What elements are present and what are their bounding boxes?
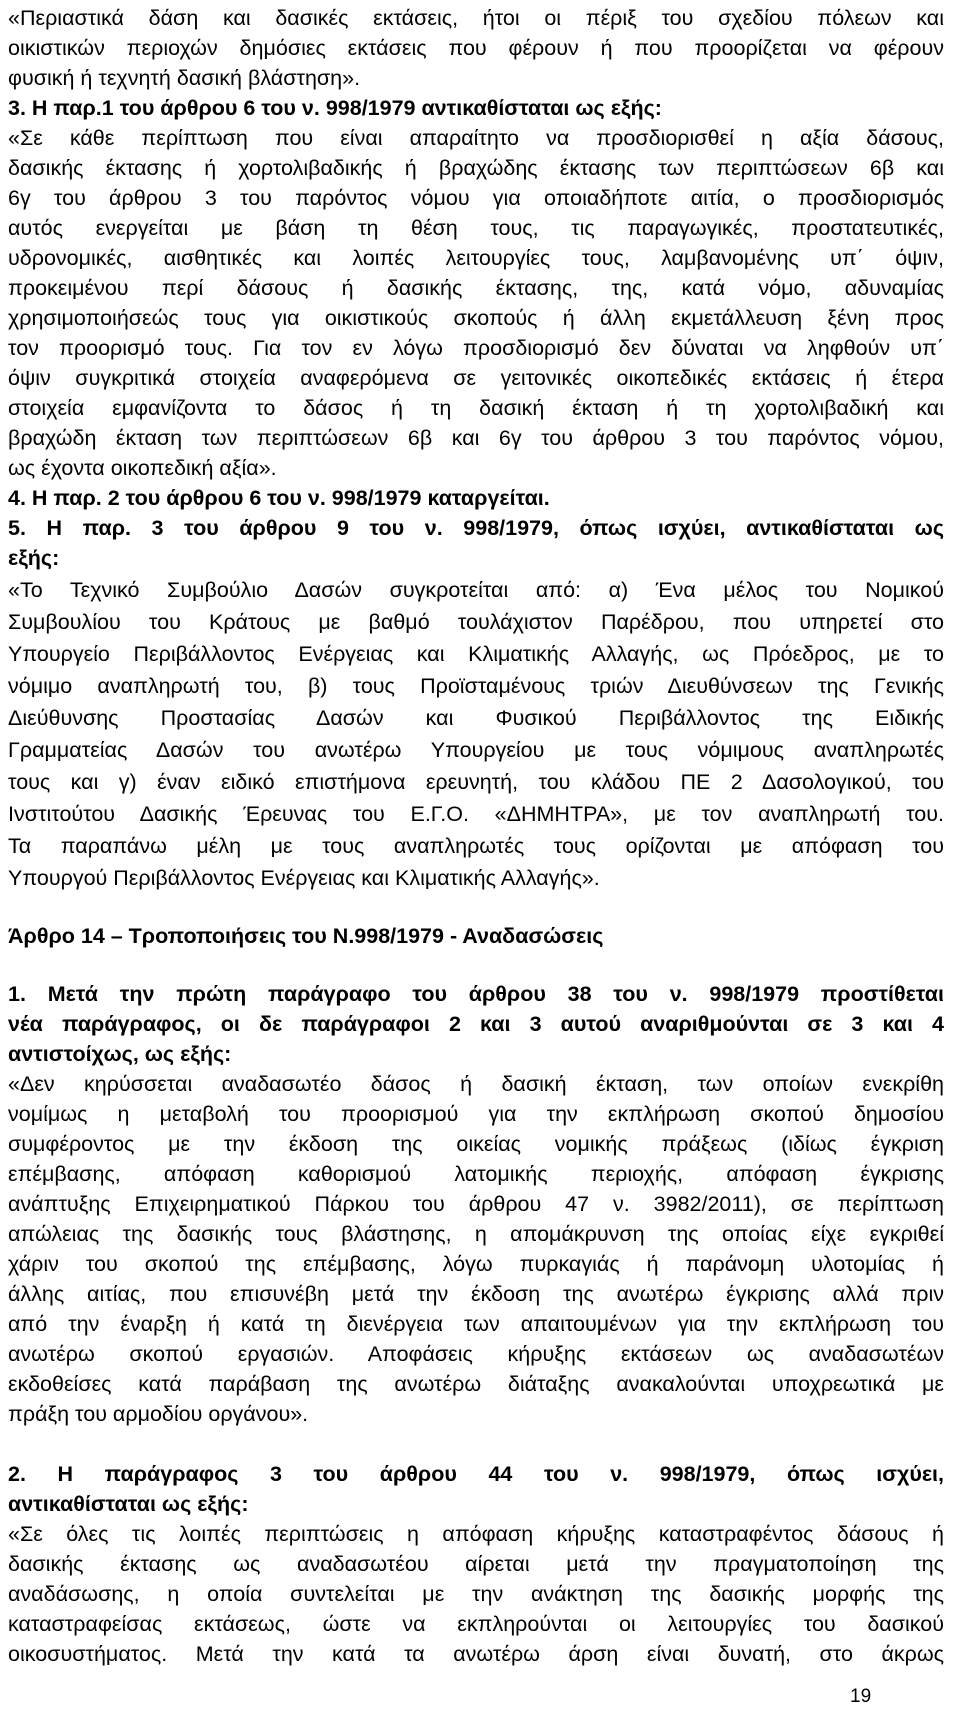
text-line: από την έναρξη ή κατά τη διενέργεια των απαιτουμένων για την εκπλήρωση του [8,1312,944,1336]
section-heading: 4. Η παρ. 2 του άρθρου 6 του ν. 998/1979 καταργείται. [8,486,550,510]
text-line: Ινστιτούτου Δασικής Έρευνας του Ε.Γ.Ο. «ΔΗΜΗΤΡΑ», με τον αναπληρωτή του. [8,802,944,826]
text-line: προκειμένου περί δάσους ή δασικής έκτασης, της, κατά νόμο, αδυναμίας [8,276,944,300]
text-line: «Σε κάθε περίπτωση που είναι απαραίτητο να προσδιορισθεί η αξία δάσους, [8,126,944,150]
text-line: δασικής έκτασης ως αναδασωτέου αίρεται μετά την πραγματοποίηση της [8,1552,944,1576]
text-line: όψιν συγκριτικά στοιχεία αναφερόμενα σε γειτονικές οικοπεδικές εκτάσεις ή έτερα [8,366,944,390]
text-line: Υπουργείο Περιβάλλοντος Ενέργειας και Κλιματικής Αλλαγής, ως Πρόεδρος, με το [8,642,944,666]
text-line: «Δεν κηρύσσεται αναδασωτέο δάσος ή δασική έκταση, των οποίων ενεκρίθη [8,1072,944,1096]
section-heading: 3. Η παρ.1 του άρθρου 6 του ν. 998/1979 αντικαθίσταται ως εξής: [8,96,662,120]
text-line: συμφέροντος με την έκδοση της οικείας νομικής πράξεως (ιδίως έγκριση [8,1132,944,1156]
text-line: αυτός ενεργείται με βάση τη θέση τους, τις παραγωγικές, προστατευτικές, [8,216,944,240]
text-line: ανάπτυξης Επιχειρηματικού Πάρκου του άρθρου 47 ν. 3982/2011), σε περίπτωση [8,1192,944,1216]
section-heading: αντιστοίχως, ως εξής: [8,1042,232,1066]
text-line: απώλειας της δασικής τους βλάστησης, η απομάκρυνση της οποίας είχε εγκριθεί [8,1222,944,1246]
text-line: ανωτέρω σκοπού εργασιών. Αποφάσεις κήρυξης εκτάσεων ως αναδασωτέων [8,1342,944,1366]
section-heading: 1. Μετά την πρώτη παράγραφο του άρθρου 38 του ν. 998/1979 προστίθεται [8,982,944,1006]
text-line: οικιστικών περιοχών δημόσιες εκτάσεις που φέρουν ή που προορίζεται να φέρουν [8,36,944,60]
text-line: φυσική ή τεχνητή δασική βλάστηση». [8,66,361,90]
text-line: αναδάσωσης, η οποία συντελείται με την ανάκτηση της δασικής μορφής της [8,1582,944,1606]
text-line: Συμβουλίου του Κράτους με βαθμό τουλάχιστον Παρέδρου, που υπηρετεί στο [8,610,944,634]
section-heading: 5. Η παρ. 3 του άρθρου 9 του ν. 998/1979, όπως ισχύει, αντικαθίσταται ως [8,516,944,540]
text-line: οικοσυστήματος. Μετά την κατά τα ανωτέρω άρση είναι δυνατή, στο άκρως [8,1642,944,1666]
text-line: «Περιαστικά δάση και δασικές εκτάσεις, ήτοι οι πέριξ του σχεδίου πόλεων και [8,6,944,30]
text-line: «Σε όλες τις λοιπές περιπτώσεις η απόφαση κήρυξης καταστραφέντος δάσους ή [8,1522,944,1546]
text-line: Διεύθυνσης Προστασίας Δασών και Φυσικού Περιβάλλοντος της Ειδικής [8,706,944,730]
text-line: τον προορισμό τους. Για τον εν λόγω προσδιορισμό δεν δύναται να ληφθούν υπ΄ [8,336,944,360]
section-heading: εξής: [8,546,60,570]
text-line: ως έχοντα οικοπεδική αξία». [8,456,277,480]
page-number: 19 [850,1686,872,1707]
text-line: καταστραφείσας εκτάσεως, ώστε να εκπληρούνται οι λειτουργίες του δασικού [8,1612,944,1636]
text-line: υδρονομικές, αισθητικές και λοιπές λειτουργίες τους, λαμβανομένης υπ΄ όψιν, [8,246,944,270]
article-heading: Άρθρο 14 – Τροποποιήσεις του Ν.998/1979 - Αναδασώσεις [8,924,604,948]
text-line: τους και γ) έναν ειδικό επιστήμονα ερευνητή, του κλάδου ΠΕ 2 Δασολογικού, του [8,770,944,794]
section-heading: νέα παράγραφος, οι δε παράγραφοι 2 και 3 αυτού αναριθμούνται σε 3 και 4 [8,1012,944,1036]
text-line: νόμιμο αναπληρωτή του, β) τους Προϊσταμένους τριών Διευθύνσεων της Γενικής [8,674,944,698]
text-line: άλλης αιτίας, που επισυνέβη μετά την έκδοση της ανωτέρω έγκρισης αλλά πριν [8,1282,944,1306]
text-line: νομίμως η μεταβολή του προορισμού για την εκπλήρωση σκοπού δημοσίου [8,1102,944,1126]
text-line: στοιχεία εμφανίζοντα το δάσος ή τη δασική έκταση ή τη χορτολιβαδική και [8,396,944,420]
text-line: επέμβασης, απόφαση καθορισμού λατομικής περιοχής, απόφαση έγκρισης [8,1162,944,1186]
text-line: Υπουργού Περιβάλλοντος Ενέργειας και Κλιματικής Αλλαγής». [8,866,600,890]
text-line: «Το Τεχνικό Συμβούλιο Δασών συγκροτείται από: α) Ένα μέλος του Νομικού [8,578,944,602]
text-line: βραχώδη έκταση των περιπτώσεων 6β και 6γ του άρθρου 3 του παρόντος νόμου, [8,426,944,450]
text-line: χρησιμοποιήσεώς τους για οικιστικούς σκοπούς ή άλλη εκμετάλλευση ξένη προς [8,306,944,330]
text-line: δασικής έκτασης ή χορτολιβαδικής ή βραχώδης έκτασης των περιπτώσεων 6β και [8,156,944,180]
text-line: 6γ του άρθρου 3 του παρόντος νόμου για οποιαδήποτε αιτία, ο προσδιορισμός [8,186,944,210]
text-line: Τα παραπάνω μέλη με τους αναπληρωτές τους ορίζονται με απόφαση του [8,834,944,858]
text-line: χάριν του σκοπού της επέμβασης, λόγω πυρκαγιάς ή παράνομη υλοτομίας ή [8,1252,944,1276]
section-heading: αντικαθίσταται ως εξής: [8,1492,249,1516]
text-line: εκδοθείσες κατά παράβαση της ανωτέρω διάταξης ανακαλούνται υποχρεωτικά με [8,1372,944,1396]
section-heading: 2. Η παράγραφος 3 του άρθρου 44 του ν. 998/1979, όπως ισχύει, [8,1462,944,1486]
text-line: Γραμματείας Δασών του ανωτέρω Υπουργείου με τους νόμιμους αναπληρωτές [8,738,944,762]
text-line: πράξη του αρμοδίου οργάνου». [8,1402,309,1426]
